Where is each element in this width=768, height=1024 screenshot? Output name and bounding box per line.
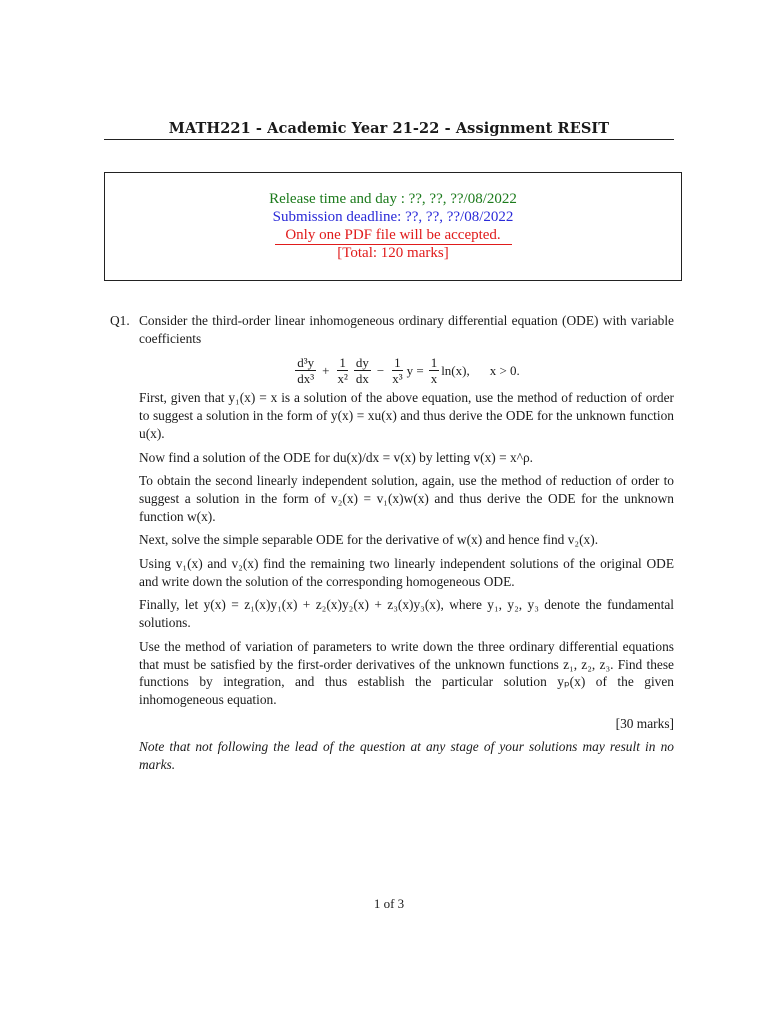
question-label: Q1. [110,313,130,328]
info-box [104,172,682,281]
eq-term-coef-x2: $\frac{1}{\text{x²}}$ [337,354,348,386]
question-marks: [30 marks] [615,715,674,731]
eq-term-rhs-coef: $\frac{1}{x}$ [430,354,438,386]
release-time: Release time and day : ??, ??, ??/08/2022 [269,191,517,207]
title-rule [104,139,674,140]
page-number: 1 of 3 [373,896,405,911]
eq-term-third-derivative: $\frac{\text{d³y}}{\text{dx³}}$ [297,354,315,386]
pdf-note: Only one PDF file will be accepted. [285,227,501,243]
question-note: Note that not following the lead of the question at any stage of your solutions may result in no marks. [139,739,674,773]
paragraph-second-solution: To obtain the second linearly independent solution, again, use the method of reduction of order to suggest a solution in the form of v₂(x) = v₁(x)w(x) and thus derive the ODE for the unknown function w(x). [139,473,674,524]
ode-equation: $\frac{\text{d³y}}{\text{dx³}}$ + $\frac{1}{\text{x²}}$ $\frac{dy}{dx}$ − $\frac{1}{\text{x³}}$ y = $\frac{1}{x}$ ln(x), x > 0. [297,354,520,386]
eq-term-first-derivative: $\frac{dy}{dx}$ [355,354,369,386]
question-body [139,312,674,780]
total-marks: [Total: 120 marks] [337,245,449,261]
paragraph-find-solution: Now find a solution of the ODE for du(x)/dx = v(x) by letting v(x) = x^ρ. [139,449,534,465]
question-intro: Consider the third-order linear inhomogeneous ordinary differential equation (ODE) with variable coefficients [139,313,674,346]
eq-condition: x > 0. [489,362,520,378]
eq-rhs-log: ln(x), [441,362,470,378]
paragraph-separable-ode: Next, solve the simple separable ODE for the derivative of w(x) and hence find v₂(x). [139,532,599,548]
eq-term-coef-x3: $\frac{1}{\text{x³}}$ [392,354,403,386]
paragraph-variation-setup: Finally, let y(x) = z₁(x)y₁(x) + z₂(x)y₂(x) + z₃(x)y₃(x), where y₁, y₂, y₃ denote the fundamental solutions. [139,597,674,631]
submission-deadline: Submission deadline: ??, ??, ??/08/2022 [272,209,514,225]
eq-y-equals: y = [406,362,424,378]
paragraph-variation-parameters: Use the method of variation of parameters to write down the three ordinary differential equations that must be satisfied by the first-order derivatives of the unknown functions z₁, z₂, z₃. Find these functions by integration, and thus establish the particular solution yₚ(x) of the given inhomogeneous equation. [139,638,674,707]
paragraph-reduction-order: First, given that y₁(x) = x is a solution of the above equation, use the method of reduction of order to suggest a solution in the form of y(x) = xu(x) and thus derive the ODE for the unknown function u(x). [139,390,674,441]
document-title: MATH221 - Academic Year 21-22 - Assignment RESIT [168,120,610,137]
paragraph-homogeneous-solution: Using v₁(x) and v₂(x) find the remaining two linearly independent solutions of the original ODE and write down the solution of the corresponding homogeneous ODE. [139,556,674,589]
